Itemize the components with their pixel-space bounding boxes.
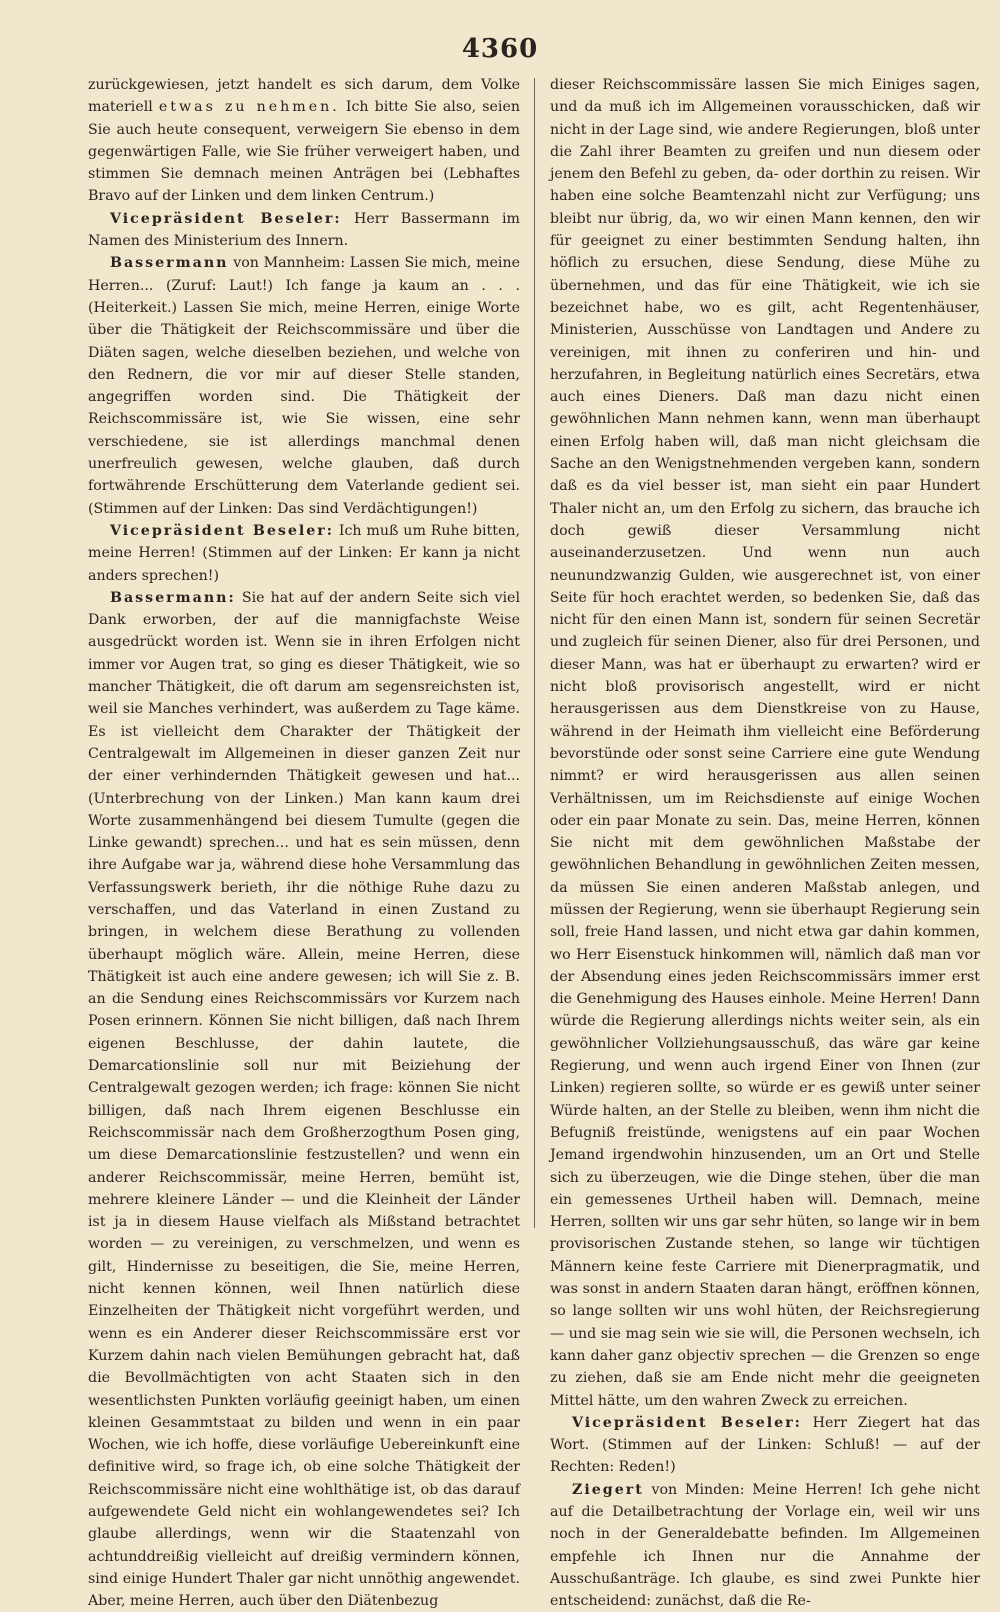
paragraph: Bassermann von Mannheim: Lassen Sie mich, meine Herren... (Zuruf: Laut!) Ich fange ja kaum an . . . (Heiterkeit.) Lassen Sie mich, meine Herren, einige Worte über die Thätigkeit der Reichscommissäre und über die Diäten sagen, welche dieselben beziehen, und welche von den Rednern, die vor mir auf dieser Stelle standen, angegriffen worden sind. Die Thätigkeit der Reichscommissäre ist, wie Sie wissen, eine sehr verschiedene, sie ist allerdings manchmal denen unerfreulich gewesen, welche glauben, daß durch fortwährende Erschütterung dem Vaterlande gedient sei. (Stimmen auf der Linken: Das sind Verdächtigungen!) <box>88 255 520 517</box>
speaker-name: Bassermann <box>110 255 229 272</box>
page-number: 4360 <box>461 34 539 64</box>
paragraph: Bassermann: Sie hat auf der andern Seite sich viel Dank erworben, der auf die mannigfachste Weise ausgedrückt worden ist. Wenn sie in ihren Erfolgen nicht immer vor Augen trat, so ging es dieser Thätigkeit, wie so mancher Thätigkeit, die oft darum am segensreichsten ist, weil sie Manches verhindert, was außerdem zu Tage käme. Es ist vielleicht dem Charakter der Thätigkeit der Centralgewalt im Allgemeinen in dieser ganzen Zeit nur der einer verhindernden Thätigkeit gewesen und hat... (Unterbrechung von der Linken.) Man kann kaum drei Worte zusammenhängend bei diesem Tumulte (gegen die Linke gewandt) sprechen... und hat es sein müssen, denn ihre Aufgabe war ja, während diese hohe Versammlung das Verfassungswerk berieth, ihr die nöthige Ruhe dazu zu verschaffen, und das Vaterland in einen Zustand zu bringen, in welchem diese Berathung zu vollenden überhaupt möglich wäre. Allein, meine Herren, diese Thätigkeit ist auch eine andere gewesen; ich will Sie z. B. an die Sendung eines Reichscommissärs vor Kurzem nach Posen erinnern. Können Sie nicht billigen, daß nach Ihrem eigenen Beschlusse, der dahin lautete, die Demarcationslinie soll nur mit Beiziehung der Centralgewalt gezogen werden; ich frage: können Sie nicht billigen, daß nach Ihrem eigenen Beschlusse ein Reichscommissär nach dem Großherzogthum Posen ging, um diese Demarcationslinie festzustellen? und wenn ein anderer Reichscommissär, meine Herren, bemüht ist, mehrere kleinere Länder — und die Kleinheit der Länder ist ja in diesem Hause vielfach als Mißstand betrachtet worden — zu vereinigen, zu verschmelzen, und wenn es gilt, Hindernisse zu beseitigen, die Sie, meine Herren, nicht kennen können, weil Ihnen natürlich diese Einzelheiten der Thätigkeit nicht vorgeführt werden, und wenn es ein Anderer dieser Reichscommissäre erst vor Kurzem dahin nach vielen Bemühungen gebracht hat, daß die Bevollmächtigten von acht Staaten sich in den wesentlichsten Punkten vorläufig geeinigt haben, um einen kleinen Gesammtstaat zu bilden und wenn in ein paar Wochen, wie ich hoffe, diese vorläufige Uebereinkunft eine definitive wird, so frage ich, ob eine solche Thätigkeit der Reichscommissäre nicht eine wohlthätige ist, ob das darauf aufgewendete Geld nicht ein wohlangewendetes sei? Ich glaube allerdings, wenn wir die Staatenzahl von achtunddreißig vielleicht auf dreißig vermindern können, sind einige Hundert Thaler gar nicht unnöthig angewendet. Aber, meine Herren, auch über den Diätenbezug <box>88 589 520 1610</box>
left-column <box>88 74 520 1610</box>
column-divider <box>534 78 535 1228</box>
speaker-name: Ziegert <box>572 1481 644 1498</box>
speaker-name: Bassermann: <box>110 589 236 606</box>
speaker-name: Vicepräsident Beseler: <box>110 522 335 539</box>
right-column <box>550 74 981 1610</box>
speaker-name: Vicepräsident Beseler: <box>110 210 342 227</box>
paragraph: zurückgewiesen, jetzt handelt es sich darum, dem Volke materiell etwas zu nehmen. Ich bitte Sie also, seien Sie auch heute consequent, verweigern Sie ebenso in dem gegenwärtigen Falle, wie Sie früher verweigert haben, und stimmen Sie demnach meinen Anträgen bei (Lebhaftes Bravo auf der Linken und dem linken Centrum.) <box>88 77 520 205</box>
paragraph: Vicepräsident Beseler: Ich muß um Ruhe bitten, meine Herren! (Stimmen auf der Linken: Er kann ja nicht anders sprechen!) <box>88 522 520 584</box>
paragraph: Ziegert von Minden: Meine Herren! Ich gehe nicht auf die Detailbetrachtung der Vorlage ein, weil wir uns noch in der Generaldebatte befinden. Im Allgemeinen empfehle ich Ihnen nur die Annahme der Ausschußanträge. Ich glaube, es sind zwei Punkte hier entscheidend: zunächst, daß die Re- <box>550 1481 980 1610</box>
paragraph: Vicepräsident Beseler: Herr Bassermann im Namen des Ministerium des Innern. <box>88 210 520 250</box>
emphasis: etwas zu nehmen. <box>158 99 340 116</box>
paragraph: dieser Reichscommissäre lassen Sie mich Einiges sagen, und da muß ich im Allgemeinen vorausschicken, daß wir nicht in der Lage sind, wie andere Regierungen, bloß unter die Zahl ihrer Beamten zu greifen und nun diesem oder jenem den Befehl zu geben, da- oder dorthin zu reisen. Wir haben eine solche Beamtenzahl nicht zur Verfügung; uns bleibt nur übrig, da, wo wir einen Mann kennen, den wir für geeignet zu einer bestimmten Sendung halten, ihn höflich zu ersuchen, diese Sendung, diese Mühe zu übernehmen, und das für eine Thätigkeit, wie ich sie bezeichnet habe, wo es gilt, acht Regentenhäuser, Ministerien, Ausschüsse von Landtagen und Andere zu vereinigen, mit ihnen zu conferiren und hin- und herzufahren, in Begleitung natürlich eines Secretärs, etwa auch eines Dieners. Daß man dazu nicht einen gewöhnlichen Mann nehmen kann, wenn man überhaupt einen Erfolg haben will, daß man nicht gleichsam die Sache an den Wenigstnehmenden vergeben kann, sondern daß es da viel besser ist, man sieht ein paar Hundert Thaler nicht an, um den Erfolg zu sichern, das brauche ich doch gewiß dieser Versammlung nicht auseinanderzusetzen. Und wenn nun auch neunundzwanzig Gulden, wie ausgerechnet ist, von einer Seite für hoch erachtet werden, so bedenken Sie, daß das nicht für den einen Mann ist, sondern für seinen Secretär und zugleich für seinen Diener, also für drei Personen, und dieser Mann, was hat er überhaupt zu erwarten? wird er nicht bloß provisorisch angestellt, wird er nicht herausgerissen aus dem Dienstkreise von zu Hause, während in der Heimath ihm vielleicht eine Beförderung bevorstünde oder sonst seine Carriere eine gute Wendung nimmt? er wird herausgerissen aus allen seinen Verhältnissen, um im Reichsdienste auf einige Wochen oder ein paar Monate zu sein. Das, meine Herren, können Sie nicht mit dem gewöhnlichen Maßstabe der gewöhnlichen Behandlung in gewöhnlichen Zeiten messen, da müssen Sie einen anderen Maßstab anlegen, und müssen der Regierung, wenn sie überhaupt Regierung sein soll, freie Hand lassen, und nicht etwa gar dahin kommen, wo Herr Eisenstuck hinkommen will, nämlich daß man vor der Absendung eines jeden Reichscommissärs immer erst die Genehmigung des Hauses einhole. Meine Herren! Dann würde die Regierung allerdings nichts weiter sein, als ein gewöhnlicher Vollziehungsausschuß, das wäre gar keine Regierung, und wenn auch irgend Einer von Ihnen (zur Linken) regieren sollte, so würde er es gewiß unter seiner Würde halten, an der Stelle zu bleiben, wenn ihm nicht die Befugniß freistünde, wenigstens auf ein paar Wochen Jemand irgendwohin hinzusenden, um an Ort und Stelle sich zu überzeugen, wie die Dinge stehen, über die man ein gemessenes Urtheil haben will. Demnach, meine Herren, sollten wir uns gar sehr hüten, so lange wir in bem provisorischen Zustande stehen, so lange wir tüchtigen Männern keine feste Carriere mit Dienerpragmatik, und was sonst in andern Staaten daran hängt, eröffnen können, so lange sollten wir uns wohl hüten, der Reichsregierung — und sie mag sein wie sie will, die Personen wechseln, ich kann daher ganz objectiv sprechen — die Grenzen so enge zu ziehen, daß sie am Ende nicht mehr die geeigneten Mittel hätte, um den wahren Zweck zu erreichen. <box>550 77 980 1409</box>
speaker-name: Vicepräsident Beseler: <box>572 1414 802 1431</box>
paragraph: Vicepräsident Beseler: Herr Ziegert hat das Wort. (Stimmen auf der Linken: Schluß! — auf der Rechten: Reden!) <box>550 1414 981 1476</box>
